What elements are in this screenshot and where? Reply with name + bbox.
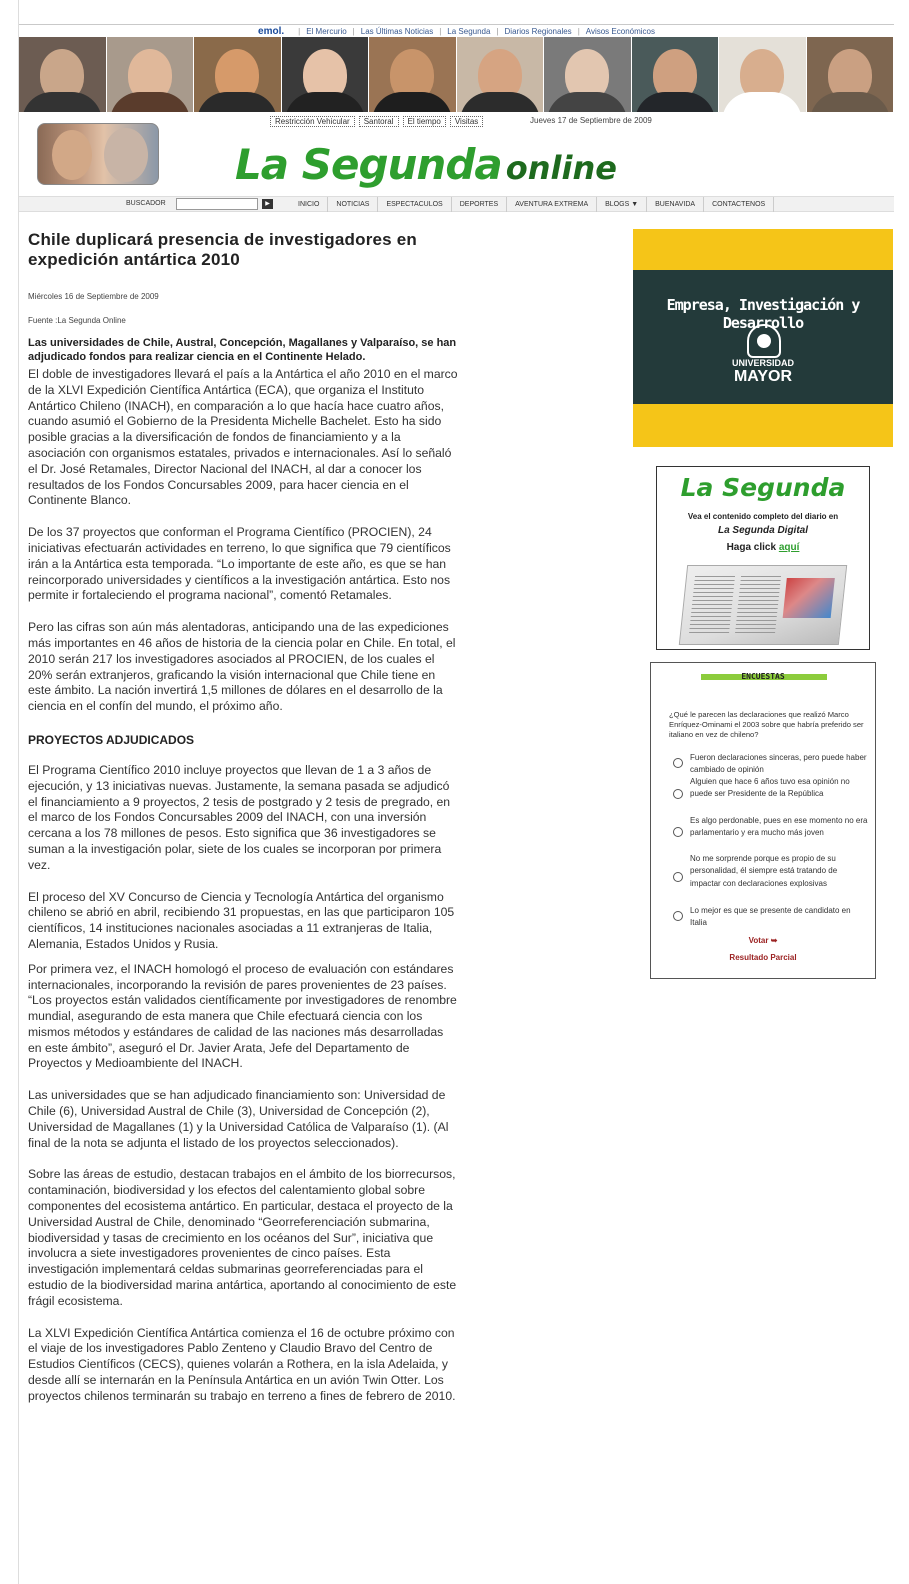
columnist-photo[interactable] [457, 37, 545, 112]
ad-line3: Haga click aquí [726, 542, 800, 553]
newspaper-preview-image [679, 565, 847, 645]
radio-button[interactable] [673, 911, 683, 921]
ad-click-here-link[interactable]: aquí [778, 542, 800, 553]
ad-university-line1: UNIVERSIDAD [731, 358, 794, 368]
nav-link-el-mercurio[interactable]: El Mercurio [306, 26, 347, 36]
nav-item-deportes[interactable]: DEPORTES [452, 197, 507, 212]
article-paragraph: El proceso del XV Concurso de Ciencia y Tecnología Antártica del organismo chileno se abrió en abril, recibiendo 31 propuestas, en las que participaron 105 científicos, 14 instituciones nacionales asociadas a 11 extranjeras de Italia, Alemania, Estados Unidos y Rusia. [28, 889, 455, 951]
columnist-photo[interactable] [807, 37, 895, 112]
article-paragraph: El doble de investigadores llevará el país a la Antártica el año 2010 en el marco de la XLVI Expedición Científica Antártica (ECA), que organiza el Instituto Antártico Chileno (INACH), en comparación a lo que hacía hace cuatro años, cuando asumió el Gobierno de la Presidenta Michelle Bachelet. Esto ha sido posible gracias a la diversificación de fondos de financiamiento y a la asociación con organismos estatales, privados e internacionales. Así lo señaló el Dr. José Retamales, Director Nacional del INACH, al dar a conocer los resultados de los Fondos Concursables 2009, para hacer ciencia en el Continente Blanco. [28, 367, 458, 508]
columnist-photo-strip [19, 37, 894, 112]
top-network-nav: emol. | El Mercurio | Las Últimas Noticias | La Segunda | Diarios Regionales | Avisos Económicos [19, 24, 894, 37]
arrow-right-icon[interactable]: ▶ [262, 199, 273, 209]
nav-link-la-segunda[interactable]: La Segunda [447, 26, 491, 36]
article [28, 230, 458, 1405]
poll-results-link[interactable]: Resultado Parcial [729, 953, 797, 962]
page [18, 0, 893, 1584]
logo-suffix: online [505, 149, 617, 187]
featured-thumbnail[interactable] [37, 123, 159, 185]
poll-question: ¿Qué le parecen las declaraciones que realizó Marco Enríquez-Ominami el 2003 sobre que habría preferido ser italiano en vez de chileno? [669, 710, 864, 739]
santoral-link[interactable]: Santoral [359, 116, 399, 127]
current-date: Jueves 17 de Septiembre de 2009 [530, 116, 652, 125]
article-headline: Chile duplicará presencia de investigadores en expedición antártica 2010 [28, 230, 418, 269]
columnist-photo[interactable] [282, 37, 370, 112]
columnist-photo[interactable] [632, 37, 720, 112]
utility-links [270, 116, 483, 127]
nav-item-contactenos[interactable]: CONTACTENOS [704, 197, 774, 212]
radio-button[interactable] [673, 789, 683, 799]
poll-title: ENCUESTAS [741, 672, 785, 681]
ad-line2: La Segunda Digital [717, 525, 808, 536]
columnist-photo[interactable] [194, 37, 282, 112]
nav-item-noticias[interactable]: NOTICIAS [328, 197, 378, 212]
article-date: Miércoles 16 de Septiembre de 2009 [28, 292, 159, 301]
columnist-photo[interactable] [369, 37, 457, 112]
nav-item-aventura-extrema[interactable]: AVENTURA EXTREMA [507, 197, 597, 212]
search-input[interactable] [176, 198, 258, 210]
section-nav-items [290, 197, 774, 212]
article-subhead: PROYECTOS ADJUDICADOS [28, 732, 195, 747]
columnist-photo[interactable] [544, 37, 632, 112]
article-paragraph: El Programa Científico 2010 incluye proyectos que llevan de 1 a 3 años de ejecución, y 13 iniciativas nuevas. Justamente, la semana pasada se adjudicó el financiamiento a 9 proyectos, 2 tesis de postgrado y 2 tesis de pregrado, en el marco de los Fondos Concursables 2009 del INACH, con una inversión cercana a los 78 millones de pesos. Esto significa que 36 investigadores se suman a la investigación polar, siete de los cuales se incorporan por primera vez. [28, 762, 451, 872]
nav-item-buenavida[interactable]: BUENAVIDA [647, 197, 704, 212]
radio-button[interactable] [673, 758, 683, 768]
poll-widget: ENCUESTAS ¿Qué le parecen las declaraciones que realizó Marco Enríquez-Ominami el 2003 sobre que habría preferido ser italiano en vez de chileno? Fueron declaraciones sinceras, pero puede haber cambiado de opinión Alguien que hace 6 años tuvo esa opinión no puede ser Presidente de la República Es algo perdonable, pues en ese momento no era parlamentario y era mucho más joven No me sorprende porque es propio de su personalidad, él siempre está tratando de impactar con declaraciones explosivas Lo mejor es que se presente de candidato en Italia Votar ➥ Resultado Parcial [650, 662, 876, 979]
ad-line1: Vea el contenido completo del diario en [687, 512, 839, 521]
visitas-link[interactable]: Visitas [450, 116, 483, 127]
nav-link-ultimas-noticias[interactable]: Las Últimas Noticias [360, 26, 434, 36]
article-source: Fuente :La Segunda Online [28, 316, 126, 325]
nav-link-avisos-economicos[interactable]: Avisos Económicos [585, 26, 655, 36]
nav-item-blogs[interactable]: BLOGS ▼ [597, 197, 647, 212]
article-paragraph: De los 37 proyectos que conforman el Programa Científico (PROCIEN), 24 iniciativas efectuarán actividades en terreno, lo que significa que 79 científicos irán a la Antártica esta temporada. “Lo importante de este año, es que se han reincorporado universidades y científicos a la investigación antártica. Esto nos permite ir fortaleciendo el programa nacional”, comentó Retamales. [28, 525, 451, 603]
nav-link-diarios-regionales[interactable]: Diarios Regionales [504, 26, 572, 36]
columnist-photo[interactable] [107, 37, 195, 112]
article-paragraph: Pero las cifras son aún más alentadoras, anticipando una de las expediciones más importantes en 46 años de historia de la ciencia polar en Chile. En total, el 2010 serán 217 los investigadores asociados al PROCIEN, de los cuales el 20% serán extranjeros, graficando la visión internacional que Chile tiene en este ámbito. La nación invertirá 1,5 millones de dólares en el desarrollo de la ciencia en el confín del mundo, el próximo año. [28, 620, 456, 714]
columnist-photo[interactable] [719, 37, 807, 112]
columnist-photo[interactable] [19, 37, 107, 112]
la-segunda-digital-ad[interactable] [656, 466, 870, 650]
article-paragraph: Sobre las áreas de estudio, destacan trabajos en el ámbito de los biorrecursos, contaminación, biodiversidad y los efectos del calentamiento global sobre componentes del ecosistema antártico. En particular, destaca el proyecto de la Universidad Austral de Chile, denominado “Georreferenciación submarina, biodiversidad y tasas de crecimiento en los océanos del Sur”, iniciativa que involucra a siete investigadores provenientes de cinco países. Esta investigación implementará celdas submarinas georreferenciadas para el estudio de la biodiversidad marina antártica, aportando al conocimiento de este frágil ecosistema. [28, 1167, 457, 1308]
site-header [19, 112, 894, 196]
section-nav [19, 196, 894, 212]
university-crest-icon [747, 324, 781, 358]
weather-link[interactable]: El tiempo [403, 116, 446, 127]
universidad-mayor-ad[interactable] [633, 229, 893, 447]
ad-university-line2: MAYOR [733, 368, 793, 385]
emol-logo[interactable]: emol. [258, 25, 285, 37]
article-lead: Las universidades de Chile, Austral, Concepción, Magallanes y Valparaíso, se han adjudicado fondos para realizar ciencia en el Continente Helado. [28, 337, 457, 363]
ad-title: Empresa, Investigación y Desarrollo [666, 296, 860, 332]
search-label: BUSCADOR [126, 200, 166, 207]
nav-item-inicio[interactable]: INICIO [290, 197, 328, 212]
article-paragraph: La XLVI Expedición Científica Antártica comienza el 16 de octubre próximo con el viaje de los investigadores Pablo Zenteno y Claudio Bravo del Centro de Estudios Científicos (CECS), quienes volarán a Rothera, en la isla Adelaida, y desde allí se internarán en la Península Antártica en un avión Twin Otter. Los proyectos chilenos terminarán su trabajo en terreno a fines de febrero de 2010. [28, 1325, 456, 1403]
radio-button[interactable] [673, 827, 683, 837]
site-logo[interactable] [235, 140, 617, 189]
ad-logo: La Segunda [680, 473, 846, 502]
radio-button[interactable] [673, 872, 683, 882]
article-paragraph: Las universidades que se han adjudicado financiamiento son: Universidad de Chile (6), Universidad Austral de Chile (3), Universidad de Concepción (2), Universidad de Magallanes (1) y la Universidad Católica de Valparaíso (1). (Al final de la nota se adjunta el listado de los proyectos seleccionados). [28, 1088, 449, 1150]
restriccion-vehicular-link[interactable]: Restricción Vehicular [270, 116, 355, 127]
logo-main: La Segunda [235, 140, 502, 189]
vote-button[interactable]: Votar ➥ [748, 936, 778, 945]
article-paragraph: Por primera vez, el INACH homologó el proceso de evaluación con estándares internacionales, incorporando la revisión de pares provenientes de 23 países. “Los proyectos están validados científicamente por investigadores de renombre mundial, asegurando de esta manera que Chile efectuará ciencia con los mismos métodos y estándares de calidad de las naciones más desarrolladas en este ámbito”, aseguró el Dr. Javier Arata, Jefe del Departamento de Proyectos y Medioambiente del INACH. [28, 961, 457, 1071]
nav-item-espectaculos[interactable]: ESPECTACULOS [378, 197, 451, 212]
